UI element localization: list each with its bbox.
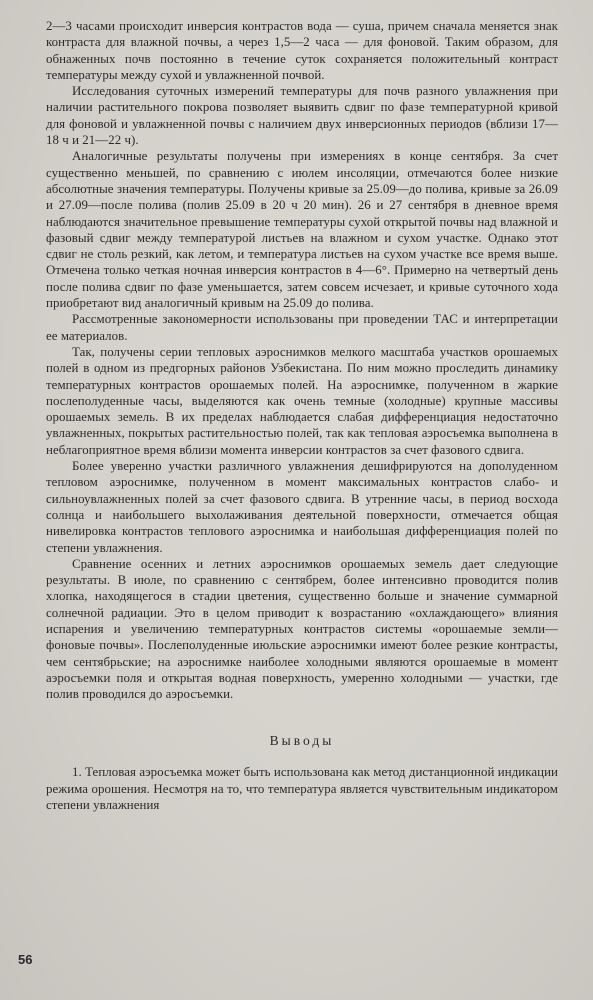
paragraph-tas-usage: Рассмотренные закономерности использованы при проведении ТАС и интерпретации ее материалов. <box>46 312 558 343</box>
page-number: 56 <box>18 952 33 967</box>
paragraph-seasonal-comparison: Сравнение осенних и летних аэроснимков орошаемых земель дает следующие результаты. В июле, по сравнению с сентябрем, более интенсивно проводится полив хлопка, находящегося в стадии цветения, существенно больше и значение суммарной солнечной радиации. Это в целом приводит к возрастанию «охлаждающего» влияния испарения и увеличению температурных контрастов системы «орошаемые земли—фоновые почвы». Послеполуденные июльские аэроснимки имеют более резкие контрасты, чем сентябрьские; на аэроснимке наиболее холодными являются орошаемые в момент аэросъемки поля и открытая водная поверхность, умеренно холодными — участки, где полив проводился до аэросъемки. <box>46 556 558 702</box>
paragraph-thermal-series: Так, получены серии тепловых аэроснимков мелкого масштаба участков орошаемых полей в одном из предгорных районов Узбекистана. По ним можно проследить динамику температурных контрастов орошаемых полей. На аэроснимке, полученном в жаркие послеполуденные часы, выделяются как очень темные (холодные) крупные массивы орошаемых земель. В их пределах наблюдается слабая дифференциация недостаточно увлажненных, покрытых растительностью полей, так как тепловая аэросъемка выполнена в неблагоприятное время вблизи момента инверсии контрастов за счет фазового сдвига. <box>46 344 558 457</box>
paragraph-inversion-contrasts: 2—3 часами происходит инверсия контрастов вода — суша, причем сначала меняется знак контраста для влажной почвы, а через 1,5—2 часа — для фоновой. Таким образом, для обнаженных почв постоянно в течение суток сохраняется положительный контраст температуры между сухой и увлажненной почвой. <box>46 19 558 82</box>
paragraph-september-results: Аналогичные результаты получены при измерениях в конце сентября. За счет существенно меньшей, по сравнению с июлем инсоляции, отмечаются более низкие абсолютные значения температуры. Получены кривые за 25.09—до полива, кривые за 26.09 и 27.09—после полива (полив 25.09 в 20 ч 20 мин). 26 и 27 сентября в дневное время наблюдаются значительное превышение температуры сухой открытой почвы над влажной и фазовый сдвиг между температурой листьев на влажном и сухом участке. Однако этот сдвиг не столь резкий, как летом, и температура листьев на сухом участке все время выше. Отмечена только четкая ночная инверсия контрастов в 4—6°. Примерно на четвертый день после полива сдвиг по фазе уменьшается, затем совсем исчезает, и кривые суточного хода приобретают вид аналогичный кривым на 25.09 до полива. <box>46 149 558 311</box>
paragraph-daily-measurements: Исследования суточных измерений температуры для почв разного увлажнения при наличии растительного покрова позволяет выявить сдвиг по фазе температурной кривой для фоновой и увлажненной почвы с наличием двух инверсионных периодов (вблизи 17—18 ч и 21—22 ч). <box>46 84 558 148</box>
body-text <box>46 18 558 813</box>
paragraph-morning-images: Более уверенно участки различного увлажнения дешифрируются на дополуденном тепловом аэроснимке, полученном в момент максимальных контрастов слабо- и сильноувлажненных полей за счет фазового сдвига. В утренние часы, в период восхода солнца и наибольшего выхолаживания деятельной поверхности, отмечается общая нивелировка контрастов теплового аэроснимка и наибольшая дифференциация полей по степени увлажнения. <box>46 459 558 555</box>
section-heading-conclusions: Выводы <box>269 733 335 749</box>
paragraph-conclusion-1: 1. Тепловая аэросъемка может быть использована как метод дистанционной индикации режима орошения. Несмотря на то, что температура является чувствительным индикатором степени увлажнения <box>46 765 558 813</box>
